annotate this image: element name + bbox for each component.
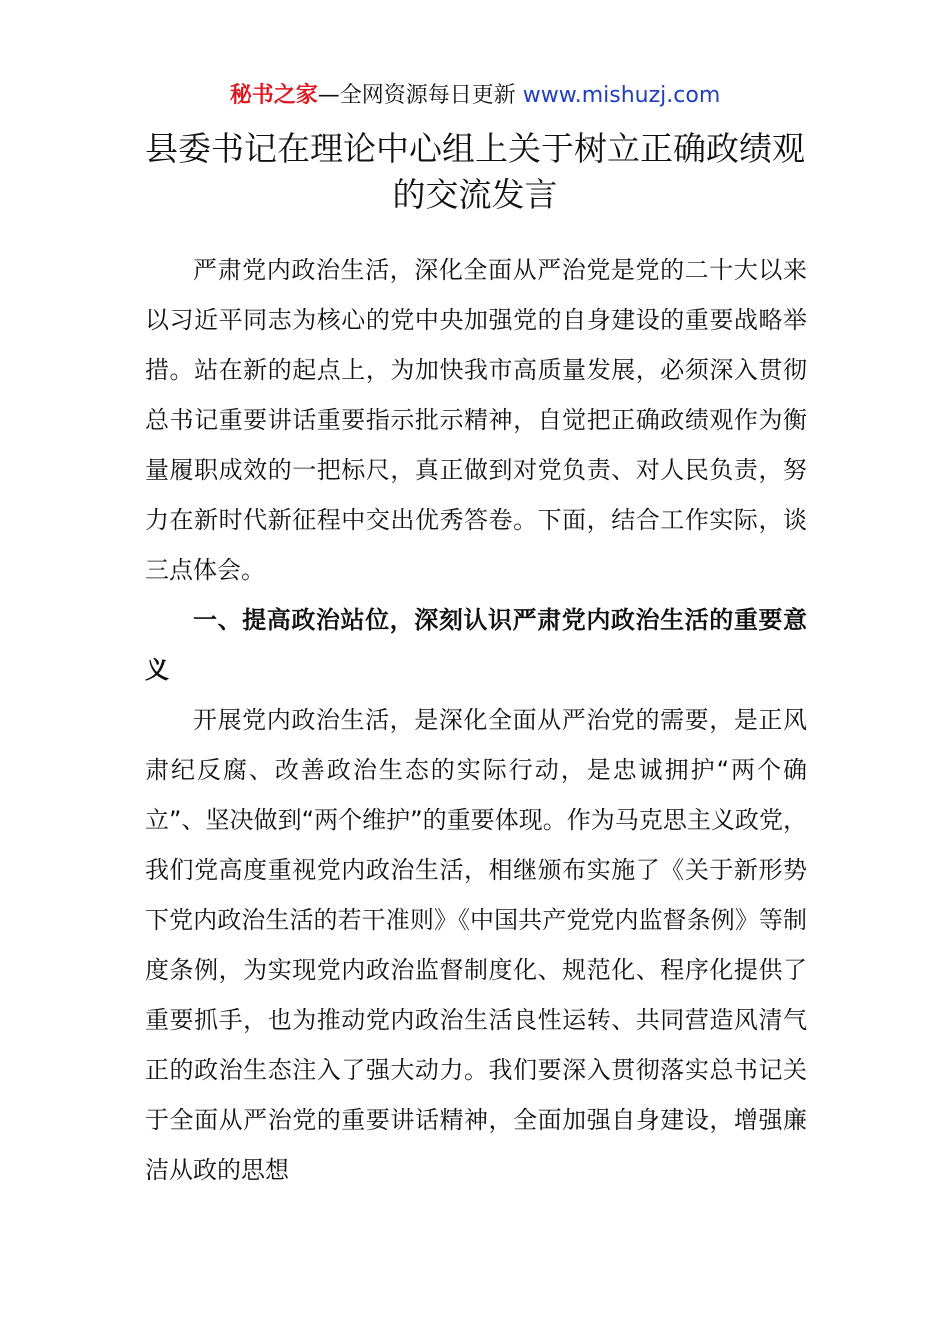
site-url-link[interactable]: www.mishuzj.com (522, 83, 721, 108)
paragraph-section-1: 开展党内政治生活，是深化全面从严治党的需要，是正风肃纪反腐、改善政治生态的实际行动，是忠诚拥护“两个确立”、坚决做到“两个维护”的重要体现。作为马克思主义政党，我们党高度重视党内政治生活，相继颁布实施了《关于新形势下党内政治生活的若干准则》《中国共产党党内监督条例》等制度条例，为实现党内政治监督制度化、规范化、程序化提供了重要抓手，也为推动党内政治生活良性运转、共同营造风清气正的政治生态注入了强大动力。我们要深入贯彻落实总书记关于全面从严治党的重要讲话精神，全面加强自身建设，增强廉洁从政的思想 (145, 706, 807, 1184)
section-heading-1: 一、提高政治站位，深刻认识严肃党内政治生活的重要意义 (145, 606, 807, 684)
paragraph-intro: 严肃党内政治生活，深化全面从严治党是党的二十大以来以习近平同志为核心的党中央加强党的自身建设的重要战略举措。站在新的起点上，为加快我市高质量发展，必须深入贯彻总书记重要讲话重要指示批示精神，自觉把正确政绩观作为衡量履职成效的一把标尺，真正做到对党负责、对人民负责，努力在新时代新征程中交出优秀答卷。下面，结合工作实际，谈三点体会。 (145, 256, 807, 584)
site-brand: 秘书之家 (229, 83, 318, 108)
site-tagline: —全网资源每日更新 (317, 83, 523, 108)
site-header (0, 80, 950, 112)
document-body (145, 245, 807, 1195)
document-title: 县委书记在理论中心组上关于树立正确政绩观的交流发言 (145, 129, 805, 214)
